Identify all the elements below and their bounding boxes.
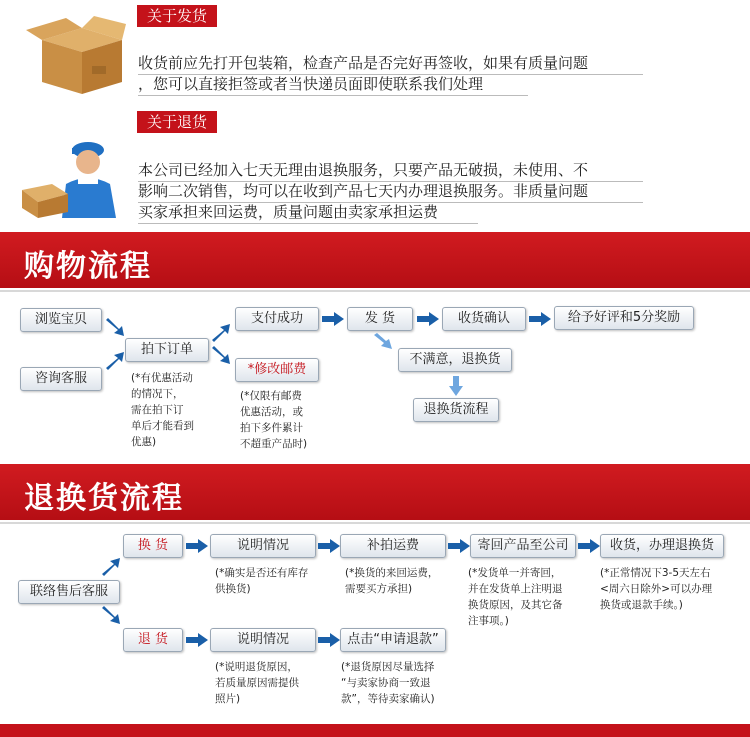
arrow-icon [322,312,344,326]
confirm-receipt-button[interactable]: 收货确认 [442,307,526,331]
send-back-button[interactable]: 寄回产品至公司 [470,534,576,558]
note-line: 换货或退款手续。) [600,599,683,611]
note-line: 并在发货单上注明退 [468,583,563,595]
exchange-button[interactable]: 换 货 [123,534,183,558]
modify-note [240,388,340,452]
arrow-icon [529,312,551,326]
refund-button[interactable]: 退 货 [123,628,183,652]
note-line: 需在拍下订 [131,404,184,416]
arrow-icon [578,539,600,553]
divider [138,223,478,224]
explain-refund-button[interactable]: 说明情况 [210,628,316,652]
explain-refund-note [215,659,335,707]
courier-illustration [18,128,128,218]
returns-line: 买家承担来回运费，质量问题由卖家承担运费 [138,203,439,221]
note-line: 单后才能看到 [131,420,194,432]
note-line: 款”，等待卖家确认) [341,693,435,705]
contact-service-button[interactable]: 联络售后客服 [18,580,120,604]
ship-button[interactable]: 发 货 [347,307,413,331]
modify-postage-button[interactable]: *修改邮费 [235,358,319,382]
note-line: <周六日除外>可以办理 [600,583,713,595]
arrow-icon [100,606,122,626]
shopping-title: 购物流程 [24,249,152,284]
returns-tag: 关于退货 [137,111,217,133]
note-line: 不超重产品时) [240,438,308,450]
arrow-icon [104,350,126,370]
shipping-tag: 关于发货 [137,5,217,27]
apply-refund-button[interactable]: 点击“申请退款” [340,628,446,652]
note-line: (*退货原因尽量选择 [341,661,435,673]
returns-text [138,160,738,223]
arrow-icon [374,333,394,351]
note-line: 换货原因，及其它备 [468,599,563,611]
send-back-note [468,565,594,629]
arrow-icon [104,318,126,338]
place-order-button[interactable]: 拍下订单 [125,338,209,362]
arrow-icon [449,376,463,396]
note-line: 优惠活动，或 [240,406,303,418]
arrow-icon [448,539,470,553]
note-line: (*确实是否还有库存 [215,567,309,579]
footer-strip [0,724,750,737]
returns-line: 影响二次销售，均可以在收到产品七天内办理退换服务。非质量问题 [138,182,589,200]
arrow-icon [318,539,340,553]
note-line: 若质量原因需提供 [215,677,299,689]
explain-exchange-note [215,565,335,597]
explain-exchange-button[interactable]: 说明情况 [210,534,316,558]
arrow-icon [210,346,232,366]
review-reward-button[interactable]: 给予好评和5分奖励 [554,306,694,330]
note-line: 注事项。) [468,615,509,627]
note-line: (*说明退货原因， [215,661,298,673]
divider [138,95,528,96]
browse-button[interactable]: 浏览宝贝 [20,308,102,332]
note-line: 需要买方承担) [345,583,413,595]
package-box-illustration [22,10,128,96]
pay-shipping-button[interactable]: 补拍运费 [340,534,446,558]
receive-note [600,565,746,613]
note-line: “与卖家协商一致退 [341,677,431,689]
divider [138,181,643,182]
consult-button[interactable]: 咨询客服 [20,367,102,391]
returns-line: 本公司已经加入七天无理由退换服务，只要产品无破损，未使用、不 [138,161,589,179]
arrow-icon [417,312,439,326]
note-line: (*发货单一并寄回， [468,567,562,579]
unsatisfied-return-button[interactable]: 不满意，退换货 [398,348,512,372]
arrow-icon [100,556,122,576]
divider [0,290,750,292]
note-line: 照片) [215,693,241,705]
note-line: 拍下多件累计 [240,422,303,434]
arrow-icon [318,633,340,647]
apply-refund-note [341,659,471,707]
divider [138,202,643,203]
divider [138,74,643,75]
arrow-icon [186,539,208,553]
shipping-line: ，您可以直接拒签或者当快递员面即使联系我们处理 [138,75,484,93]
arrow-icon [186,633,208,647]
note-line: (*正常情况下3-5天左右 [600,567,711,579]
exchange-title: 退换货流程 [24,481,184,516]
note-line: (*有优惠活动 [131,372,193,384]
return-process-button[interactable]: 退换货流程 [413,398,499,422]
order-note [131,370,221,450]
payment-success-button[interactable]: 支付成功 [235,307,319,331]
note-line: (*换货的来回运费， [345,567,439,579]
note-line: 供换货) [215,583,251,595]
shipping-line: 收货前应先打开包装箱，检查产品是否完好再签收，如果有质量问题 [138,54,589,72]
note-line: (*仅限有邮费 [240,390,302,402]
note-line: 优惠) [131,436,157,448]
note-line: 的情况下， [131,388,184,400]
pay-shipping-note [345,565,465,597]
receive-process-button[interactable]: 收货，办理退换货 [600,534,724,558]
arrow-icon [210,322,232,342]
divider [0,522,750,524]
